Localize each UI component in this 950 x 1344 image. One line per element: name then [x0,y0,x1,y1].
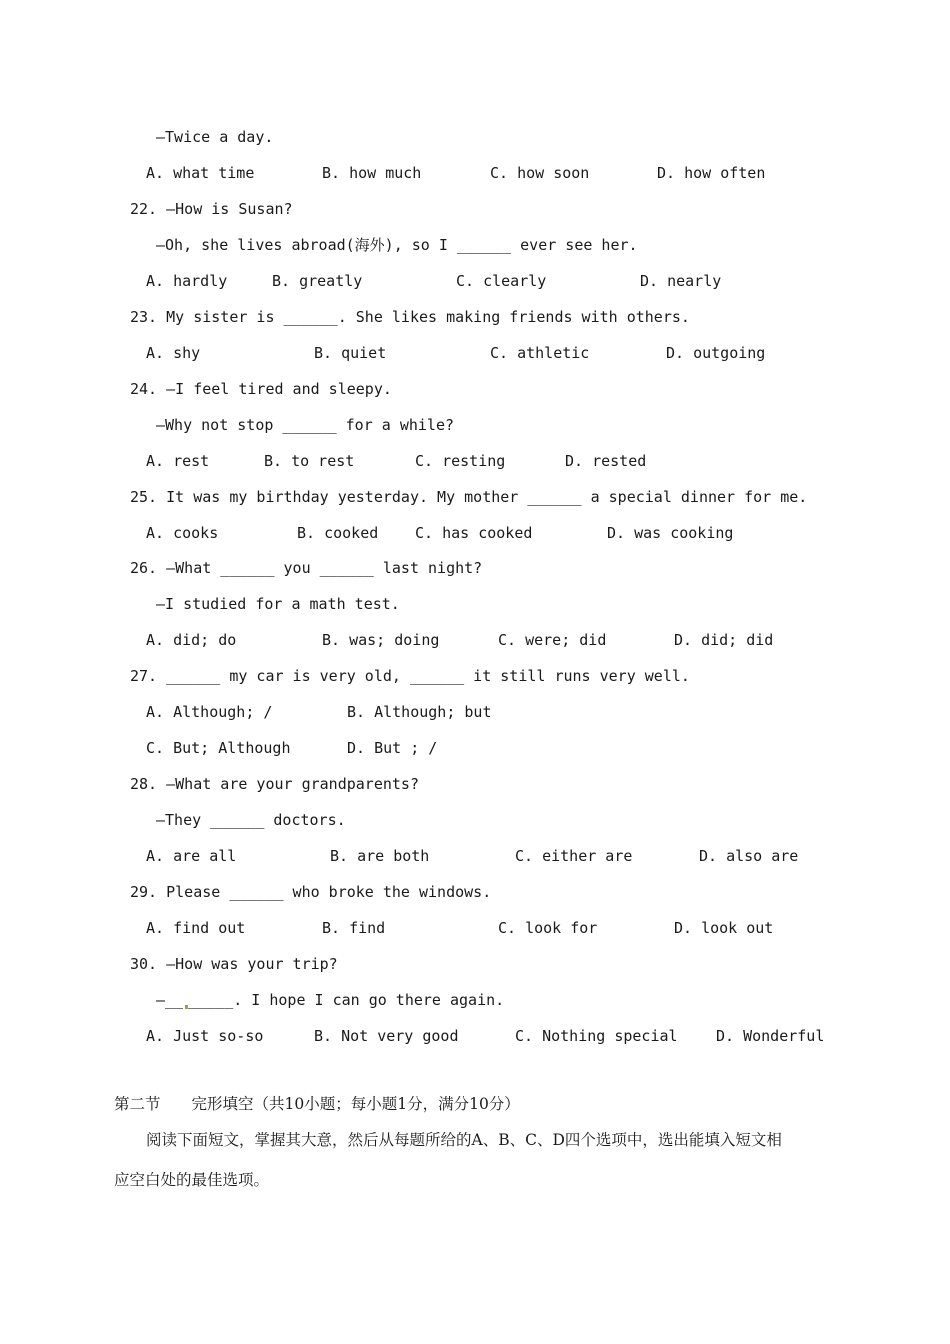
q30-answer-pre: —__ [156,991,184,1009]
q26-stem: 26. —What ______ you ______ last night? [130,559,483,577]
q29-option-a: A. find out [146,919,246,937]
q30-answer-post: _____. I hope I can go there again. [188,991,505,1009]
q24-answer: —Why not stop ______ for a while? [156,416,455,434]
q26-option-c: C. were; did [498,631,607,649]
q30-option-a: A. Just so-so [146,1027,264,1045]
q22-option-b: B. greatly [272,272,363,290]
q23-option-a: A. shy [146,344,201,362]
q24-stem: 24. —I feel tired and sleepy. [130,380,392,398]
q27-option-b: B. Although; but [347,703,492,721]
q29-option-c: C. look for [498,919,598,937]
q23-option-b: B. quiet [314,344,387,362]
q30-option-d: D. Wonderful [716,1027,825,1045]
q22-option-d: D. nearly [640,272,722,290]
q28-option-c: C. either are [515,847,633,865]
q21-option-c: C. how soon [490,164,590,182]
q29-option-b: B. find [322,919,386,937]
q21-option-a: A. what time [146,164,255,182]
section2-instruction-line2: 应空白处的最佳选项。 [114,1171,270,1189]
q28-stem: 28. —What are your grandparents? [130,775,419,793]
q27-stem: 27. ______ my car is very old, ______ it still runs very well. [130,667,690,685]
q21-option-d: D. how often [657,164,766,182]
q23-option-d: D. outgoing [666,344,766,362]
q26-option-a: A. did; do [146,631,237,649]
q30-stem: 30. —How was your trip? [130,955,338,973]
q28-answer: —They ______ doctors. [156,811,346,829]
section2-instruction-line1: 阅读下面短文，掌握其大意，然后从每题所给的A、B、C、D四个选项中，选出能填入短文相 [146,1131,782,1149]
q30-answer [156,990,504,1010]
q24-option-b: B. to rest [264,452,355,470]
q24-option-a: A. rest [146,452,210,470]
q27-option-c: C. But; Although [146,739,291,757]
q22-option-c: C. clearly [456,272,547,290]
q25-stem: 25. It was my birthday yesterday. My mother ______ a special dinner for me. [130,488,808,506]
q23-stem: 23. My sister is ______. She likes making friends with others. [130,308,690,326]
section2-heading: 第二节 完形填空（共10小题；每小题1分，满分10分） [114,1095,520,1113]
q21-answer: —Twice a day. [156,128,274,146]
q24-option-c: C. resting [415,452,506,470]
q25-option-b: B. cooked [297,524,379,542]
q30-option-c: C. Nothing special [515,1027,678,1045]
q26-answer: —I studied for a math test. [156,595,400,613]
q25-option-c: C. has cooked [415,524,533,542]
q23-option-c: C. athletic [490,344,590,362]
q26-option-d: D. did; did [674,631,774,649]
q22-option-a: A. hardly [146,272,228,290]
q28-option-b: B. are both [330,847,430,865]
q28-option-a: A. are all [146,847,237,865]
q28-option-d: D. also are [699,847,799,865]
q27-option-d: D. But ; / [347,739,438,757]
q29-stem: 29. Please ______ who broke the windows. [130,883,492,901]
q25-option-a: A. cooks [146,524,219,542]
q29-option-d: D. look out [674,919,774,937]
q25-option-d: D. was cooking [607,524,734,542]
q27-option-a: A. Although; / [146,703,273,721]
q30-option-b: B. Not very good [314,1027,459,1045]
q21-option-b: B. how much [322,164,422,182]
q22-answer: —Oh, she lives abroad(海外), so I ______ ever see her. [156,236,638,254]
q22-stem: 22. —How is Susan? [130,200,293,218]
q24-option-d: D. rested [565,452,647,470]
q26-option-b: B. was; doing [322,631,440,649]
